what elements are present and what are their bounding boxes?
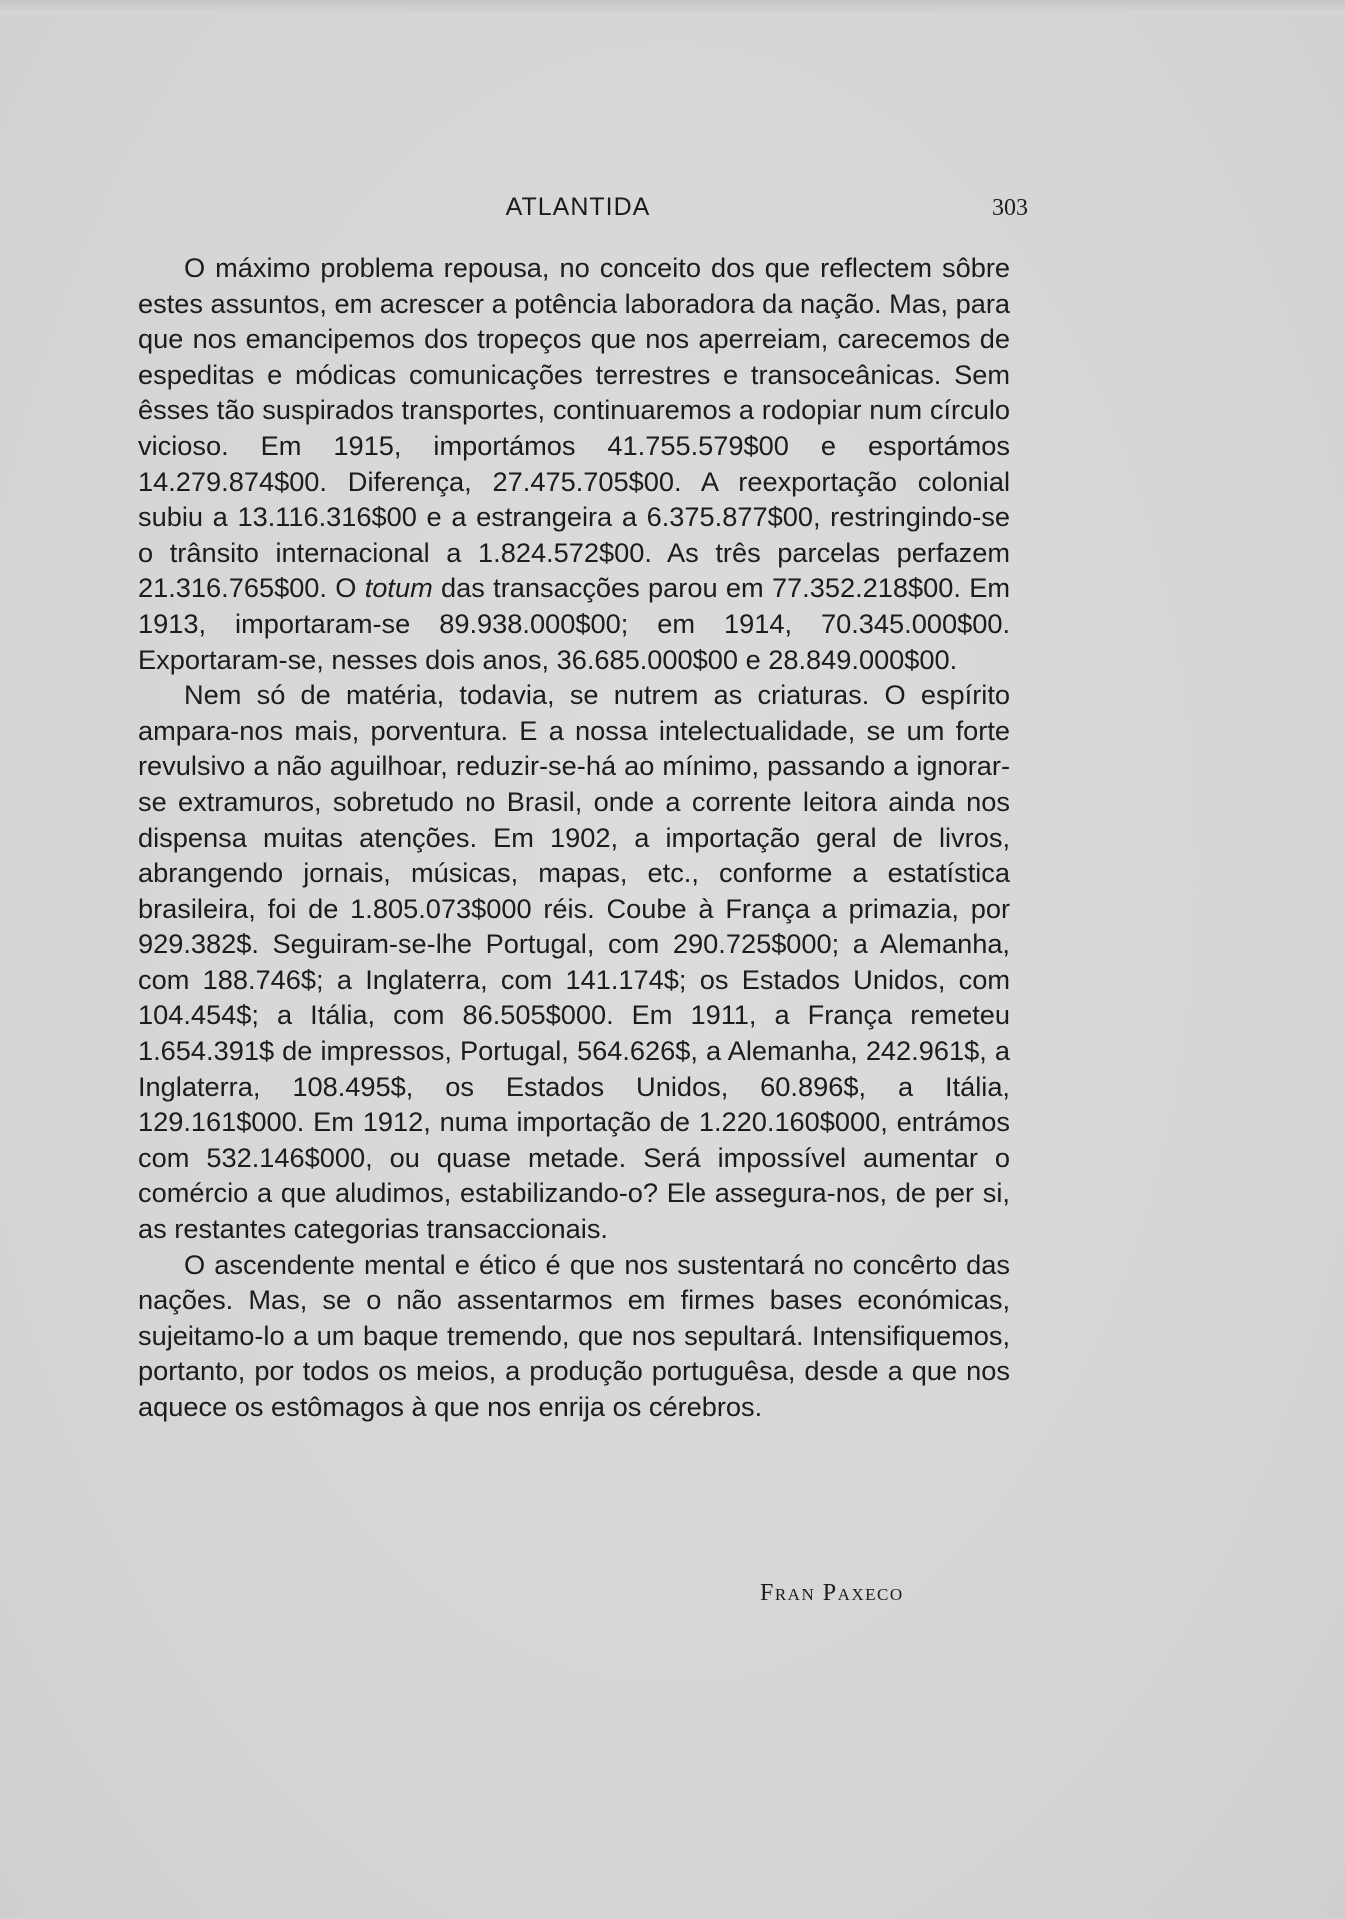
page-number: 303 [992, 195, 1028, 221]
paragraph-1 [138, 250, 1010, 677]
paragraph-2: Nem só de matéria, todavia, se nutrem as criaturas. O espírito ampara-nos mais, porventura. E a nossa intelectualidade, se um forte revulsivo a não aguilhoar, reduzir-se-há ao mínimo, passando a ignorar-se extramuros, sobretudo no Brasil, onde a corrente leitora ainda nos dispensa muitas atenções. Em 1902, a importação geral de livros, abrangendo jornais, músicas, mapas, etc., conforme a estatística brasileira, foi de 1.805.073$000 réis. Coube à França a primazia, por 929.382$. Seguiram-se-lhe Portugal, com 290.725$000; a Alemanha, com 188.746$; a Inglaterra, com 141.174$; os Estados Unidos, com 104.454$; a Itália, com 86.505$000. Em 1911, a França remeteu 1.654.391$ de impressos, Portugal, 564.626$, a Alemanha, 242.961$, a Inglaterra, 108.495$, os Estados Unidos, 60.896$, a Itália, 129.161$000. Em 1912, numa importação de 1.220.160$000, entrámos com 532.146$000, ou quase metade. Será impossível aumentar o comércio a que aludimos, estabilizando-o? Ele assegura-nos, de per si, as restantes categorias transaccionais. [138, 679, 1010, 1245]
totum-rest: das transacções parou em 77.352.218$00. Em 1913, importaram-se 89.938.000$00; em 1914, 70.345.000$00. Exportaram-se, nesses dois anos, 36.685.000$00 e 28.849.000$00. [138, 572, 1011, 675]
running-head [138, 193, 1028, 227]
paragraph-3: O ascendente mental e ético é que nos sustentará no concêrto das nações. Mas, se o não assentarmos em firmes bases económicas, sujeitamo-lo a um baque tremendo, que nos sepultará. Intensifiquemos, portanto, por todos os meios, a produção portuguêsa, desde a que nos aquece os estômagos à que nos enrija os cérebros. [138, 1248, 1010, 1422]
running-title: ATLANTIDA [505, 193, 651, 221]
totum-lead: O [335, 572, 365, 604]
body-text [138, 250, 1010, 1425]
author-signature: Fran Paxeco [760, 1580, 904, 1606]
totum-italic: totum [364, 572, 433, 604]
paragraph-1-text: O máximo problema repousa, no conceito dos que reflectem sôbre estes assuntos, em acrescer a potência laboradora da nação. Mas, para que nos emancipemos dos tropeços que nos aperreiam, carecemos de espeditas e módicas comunicações terrestres e transoceânicas. Sem êsses tão suspirados transportes, continuaremos a rodopiar num círculo vicioso. Em 1915, importámos 41.755.579$00 e esportámos 14.279.874$00. Diferença, 27.475.705$00. A reexportação colonial subiu a 13.116.316$00 e a estrangeira a 6.375.877$00, restringindo-se o trânsito internacional a 1.824.572$00. As três parcelas perfazem 21.316.765$00. [138, 252, 1011, 604]
page-edge-shadow [0, 0, 1345, 14]
